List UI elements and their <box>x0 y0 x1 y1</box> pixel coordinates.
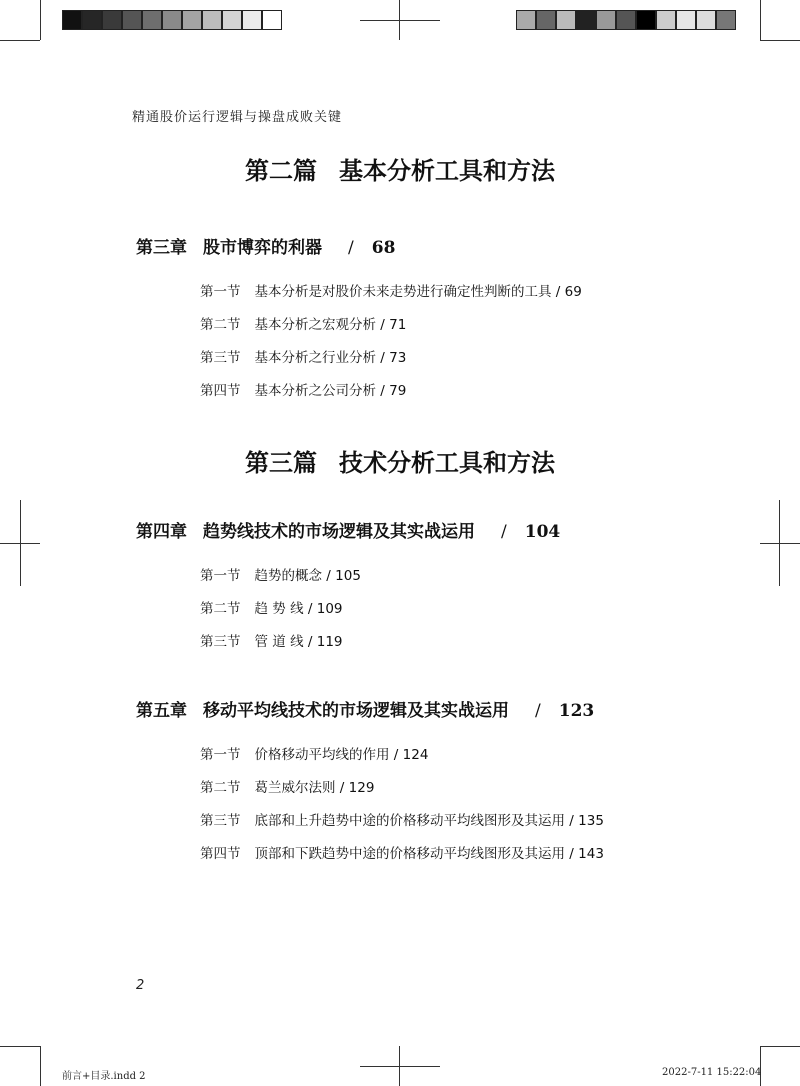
color-swatch <box>82 10 102 30</box>
chapter-label: 第四章 <box>136 522 187 542</box>
section-page: 143 <box>578 846 604 862</box>
color-swatch <box>162 10 182 30</box>
section-title: 趋 势 线 <box>254 601 304 617</box>
toc-section[interactable] <box>200 597 343 617</box>
toc-section[interactable] <box>200 346 406 366</box>
toc-section[interactable] <box>200 313 406 333</box>
toc-section[interactable] <box>200 564 361 584</box>
section-page: 124 <box>402 747 429 763</box>
toc-section[interactable] <box>200 280 582 300</box>
part-name: 基本分析工具和方法 <box>339 157 555 185</box>
color-swatch <box>656 10 676 30</box>
color-swatch <box>516 10 536 30</box>
section-label: 第三节 <box>200 350 241 366</box>
section-title: 基本分析之宏观分析 <box>254 317 376 333</box>
color-swatch <box>616 10 636 30</box>
toc-section[interactable] <box>200 743 428 763</box>
section-title: 顶部和下跌趋势中途的价格移动平均线图形及其运用 <box>254 846 565 862</box>
section-separator: / <box>339 780 345 796</box>
section-label: 第二节 <box>200 601 241 617</box>
section-label: 第一节 <box>200 284 241 300</box>
color-swatch <box>102 10 122 30</box>
color-swatch <box>242 10 262 30</box>
section-separator: / <box>555 284 561 300</box>
color-swatch <box>636 10 656 30</box>
section-title: 趋势的概念 <box>254 568 322 584</box>
section-page: 129 <box>348 780 375 796</box>
section-separator: / <box>307 634 313 650</box>
section-title: 基本分析之公司分析 <box>254 383 376 399</box>
section-label: 第四节 <box>200 846 241 862</box>
section-page: 69 <box>564 284 582 300</box>
color-swatch <box>536 10 556 30</box>
toc-chapter[interactable] <box>136 233 395 258</box>
chapter-label: 第五章 <box>136 701 187 721</box>
chapter-title: 股市博弈的利器 <box>203 238 322 258</box>
section-page: 135 <box>578 813 604 829</box>
chapter-separator: / <box>348 238 354 258</box>
section-title: 底部和上升趋势中途的价格移动平均线图形及其运用 <box>254 813 565 829</box>
section-title: 基本分析之行业分析 <box>254 350 376 366</box>
color-swatch <box>596 10 616 30</box>
section-title: 基本分析是对股价未来走势进行确定性判断的工具 <box>254 284 552 300</box>
section-page: 71 <box>389 317 407 333</box>
color-swatch <box>222 10 242 30</box>
color-swatch <box>262 10 282 30</box>
part-title <box>0 443 800 478</box>
section-label: 第四节 <box>200 383 241 399</box>
section-label: 第三节 <box>200 813 241 829</box>
color-swatch <box>182 10 202 30</box>
chapter-separator: / <box>535 701 541 721</box>
section-label: 第二节 <box>200 780 241 796</box>
color-swatch <box>62 10 82 30</box>
section-separator: / <box>380 383 385 399</box>
section-page: 119 <box>316 634 343 650</box>
section-page: 109 <box>316 601 343 617</box>
running-header: 精通股价运行逻辑与操盘成败关键 <box>132 110 343 125</box>
color-swatch <box>122 10 142 30</box>
part-label: 第二篇 <box>245 157 317 185</box>
color-swatch <box>676 10 696 30</box>
color-swatch <box>716 10 736 30</box>
toc-section[interactable] <box>200 379 406 399</box>
chapter-page: 68 <box>371 238 396 258</box>
color-swatch <box>556 10 576 30</box>
toc-chapter[interactable] <box>136 696 594 721</box>
section-page: 79 <box>389 383 407 399</box>
section-label: 第二节 <box>200 317 241 333</box>
section-label: 第一节 <box>200 568 241 584</box>
color-swatch <box>142 10 162 30</box>
toc-section[interactable] <box>200 630 343 650</box>
section-separator: / <box>393 747 399 763</box>
section-page: 105 <box>335 568 361 584</box>
section-label: 第一节 <box>200 747 241 763</box>
print-timestamp: 2022-7-11 15:22:04 <box>662 1067 762 1078</box>
section-label: 第三节 <box>200 634 241 650</box>
section-title: 管 道 线 <box>254 634 304 650</box>
toc-section[interactable] <box>200 842 604 862</box>
color-swatch <box>696 10 716 30</box>
chapter-separator: / <box>501 522 507 542</box>
part-name: 技术分析工具和方法 <box>339 449 555 477</box>
section-separator: / <box>326 568 331 584</box>
toc-section[interactable] <box>200 809 604 829</box>
toc-chapter[interactable] <box>136 517 560 542</box>
section-separator: / <box>569 846 574 862</box>
color-swatch <box>202 10 222 30</box>
section-separator: / <box>307 601 313 617</box>
section-title: 价格移动平均线的作用 <box>254 747 390 763</box>
file-slug: 前言+目录.indd 2 <box>62 1071 146 1082</box>
section-title: 葛兰威尔法则 <box>254 780 336 796</box>
chapter-title: 移动平均线技术的市场逻辑及其实战运用 <box>203 701 509 721</box>
section-separator: / <box>380 317 385 333</box>
chapter-page: 123 <box>558 701 595 721</box>
color-swatch <box>576 10 596 30</box>
section-page: 73 <box>389 350 407 366</box>
part-title <box>0 151 800 186</box>
toc-section[interactable] <box>200 776 374 796</box>
chapter-title: 趋势线技术的市场逻辑及其实战运用 <box>203 522 475 542</box>
section-separator: / <box>569 813 574 829</box>
chapter-page: 104 <box>524 522 561 542</box>
section-separator: / <box>380 350 385 366</box>
page-number: 2 <box>136 978 145 993</box>
chapter-label: 第三章 <box>136 238 187 258</box>
part-label: 第三篇 <box>245 449 317 477</box>
